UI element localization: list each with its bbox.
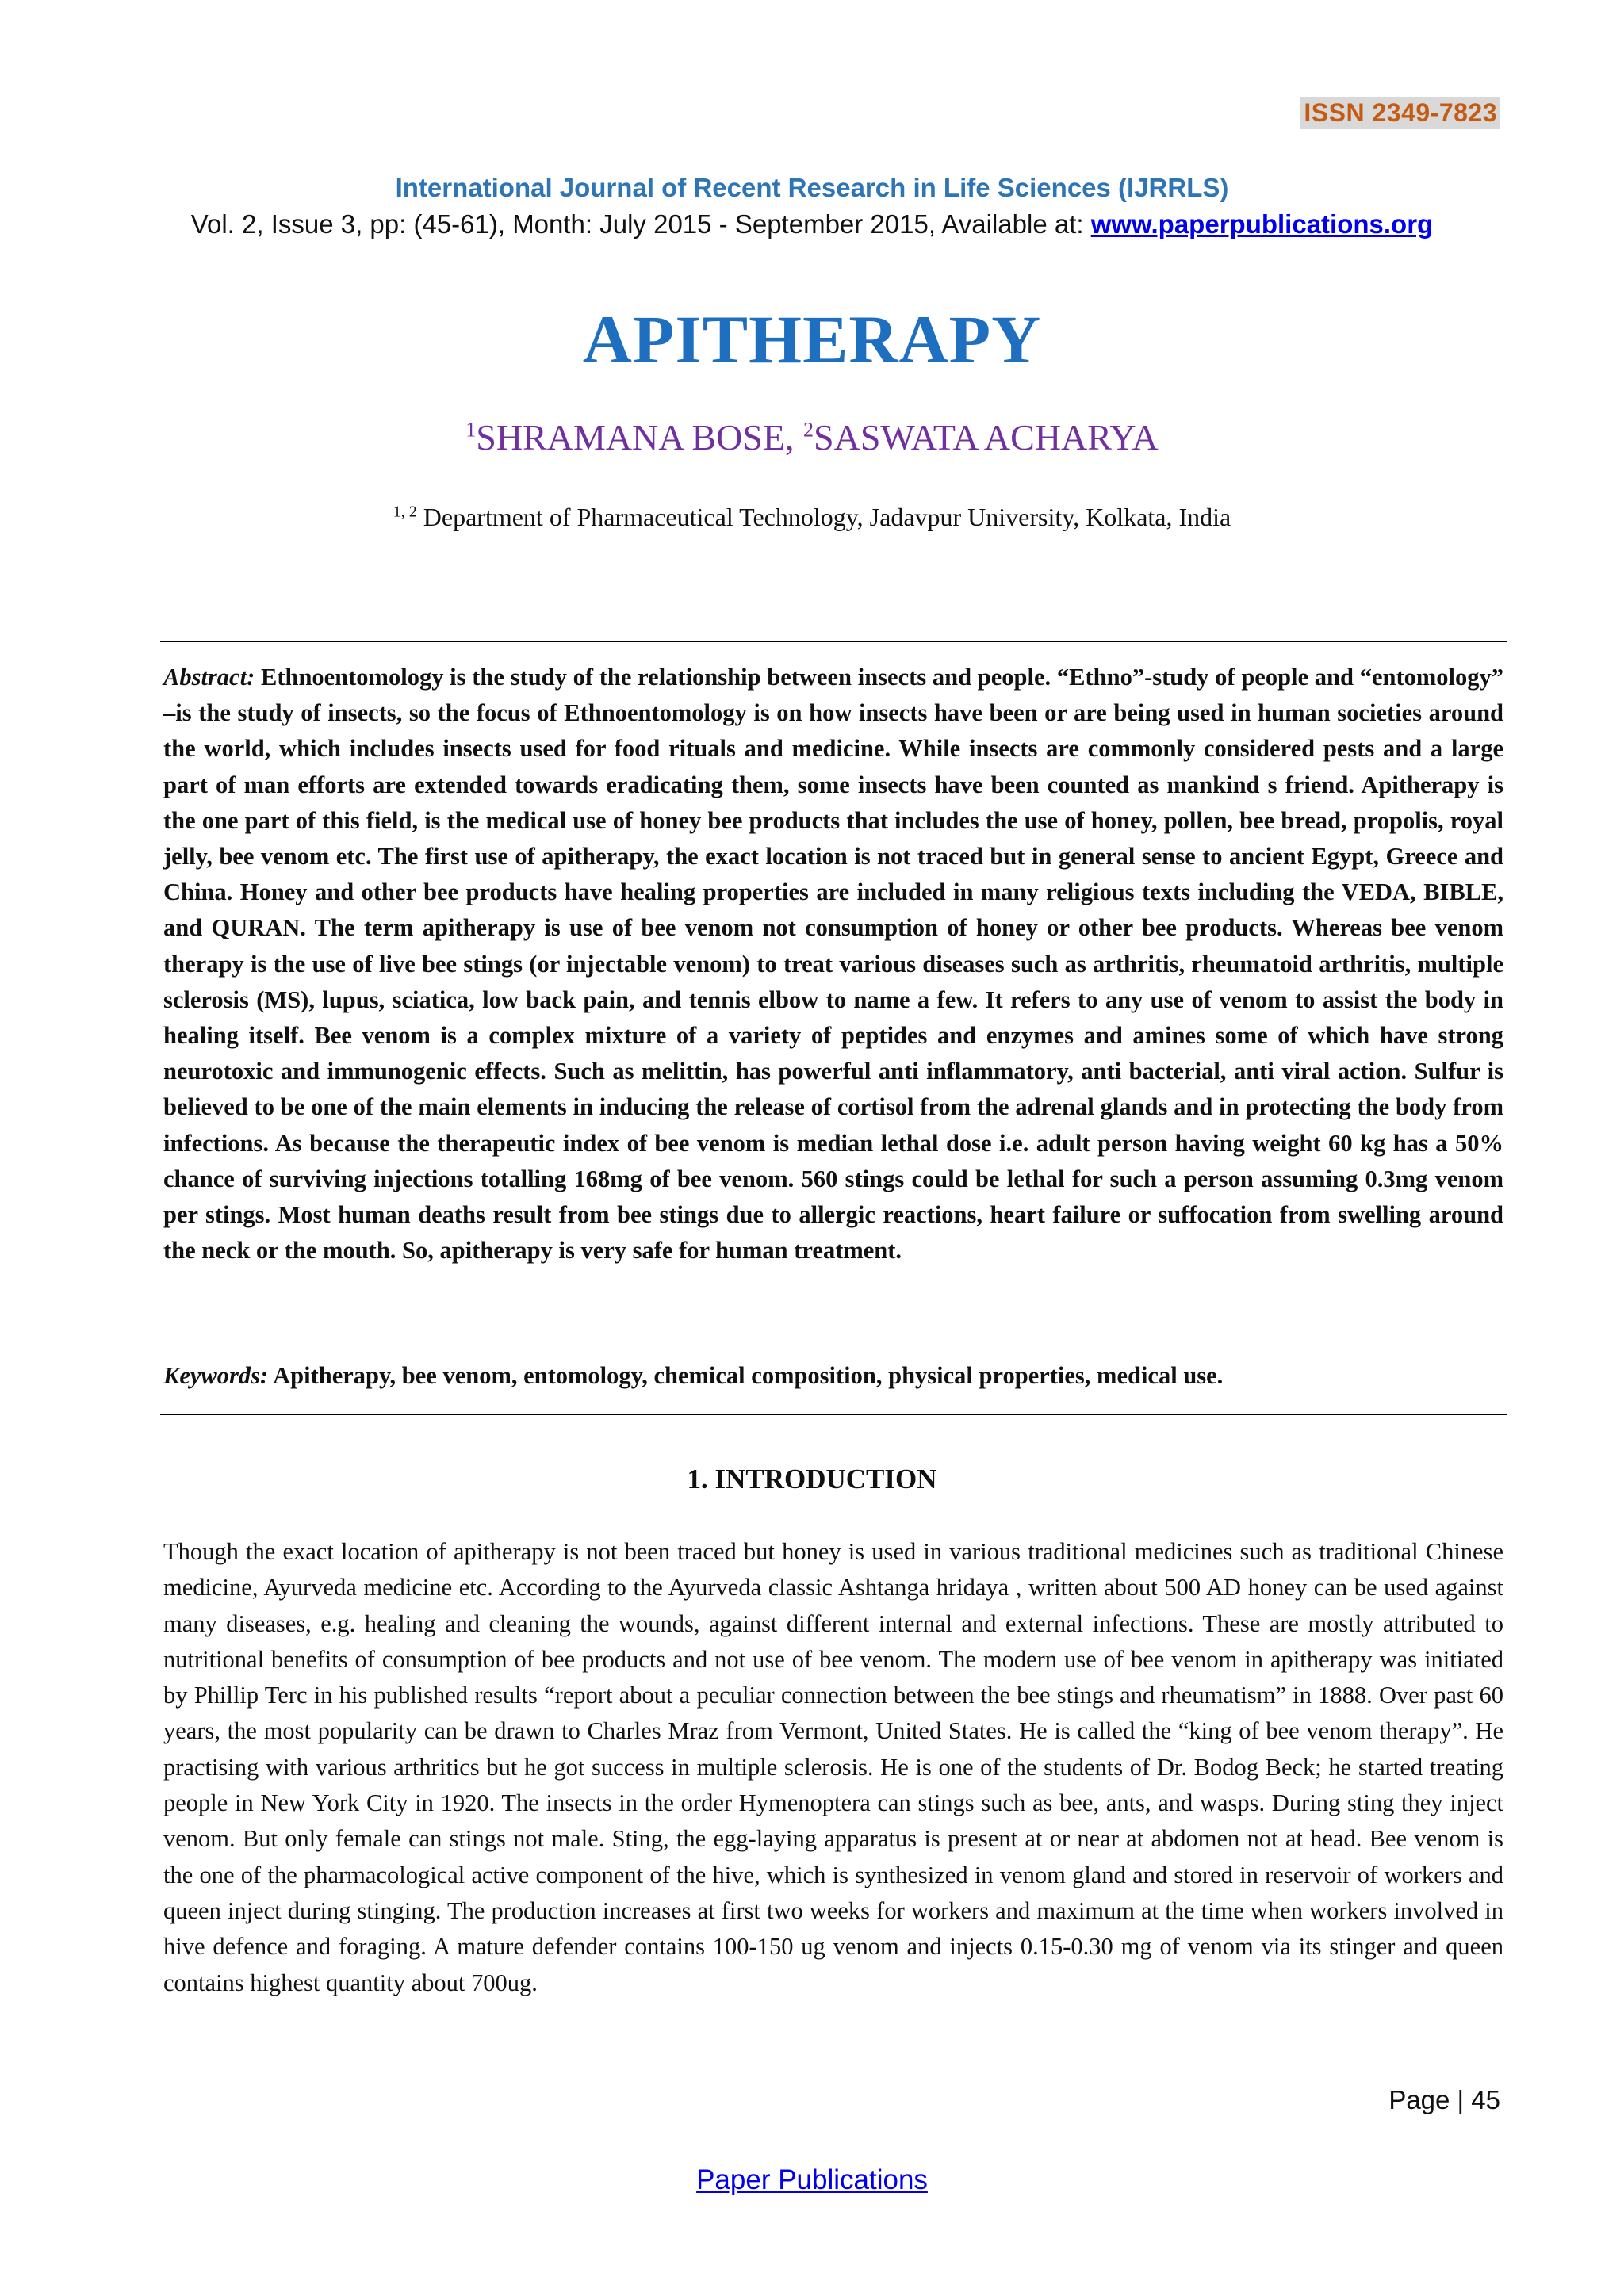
author2-superscript: 2: [803, 418, 814, 442]
author-list: [0, 416, 1624, 458]
issue-text: Vol. 2, Issue 3, pp: (45-61), Month: July 2015 - September 2015, Available at:: [190, 209, 1091, 239]
abstract-label: Abstract:: [163, 664, 255, 691]
affiliation-superscript: 1, 2: [393, 503, 417, 521]
abstract-text: Ethnoentomology is the study of the relationship between insects and people. “Ethno”-study of people and “entomology” –is the study of insects, so the focus of Ethnoentomology is on how insects have been or are being used in human societies around the world, which includes insects used for food rituals and medicine. While insects are commonly considered pests and a large part of man efforts are extended towards eradicating them, some insects have been counted as mankind s friend. Apitherapy is the one part of this field, is the medical use of honey bee products that includes the use of honey, pollen, bee bread, propolis, royal jelly, bee venom etc. The first use of apitherapy, the exact location is not traced but in general sense to ancient Egypt, Greece and China. Honey and other bee products have healing properties are included in many religious texts including the VEDA, BIBLE, and QURAN. The term apitherapy is use of bee venom not consumption of honey or other bee products. Whereas bee venom therapy is the use of live bee stings (or injectable venom) to treat various diseases such as arthritis, rheumatoid arthritis, multiple sclerosis (MS), lupus, sciatica, low back pain, and tennis elbow to name a few. It refers to any use of venom to assist the body in healing itself. Bee venom is a complex mixture of a variety of peptides and enzymes and amines some of which have strong neurotoxic and immunogenic effects. Such as melittin, has powerful anti inflammatory, anti bacterial, anti viral action. Sulfur is believed to be one of the main elements in inducing the release of cortisol from the adrenal glands and in protecting the body from infections. As because the therapeutic index of bee venom is median lethal dose i.e. adult person having weight 60 kg has a 50% chance of surviving injections totalling 168mg of bee venom. 560 stings could be lethal for such a person assuming 0.3mg venom per stings. Most human deaths result from bee stings due to allergic reactions, heart failure or suffocation from swelling around the neck or the mouth. So, apitherapy is very safe for human treatment.: [163, 664, 1503, 1265]
page-number: Page | 45: [1388, 2085, 1500, 2114]
author2-name: SASWATA ACHARYA: [814, 417, 1159, 457]
issn-badge: ISSN 2349-7823: [1300, 97, 1500, 129]
abstract: [163, 660, 1503, 1269]
paper-title: APITHERAPY: [582, 301, 1042, 377]
affiliation: [0, 503, 1624, 532]
keywords-text: Apitherapy, bee venom, entomology, chemical composition, physical properties, medical use.: [268, 1362, 1224, 1389]
introduction-paragraph: Though the exact location of apitherapy is not been traced but honey is used in various traditional medicines such as traditional Chinese medicine, Ayurveda medicine etc. According to the Ayurveda classic Ashtanga hridaya , written about 500 AD honey can be used against many diseases, e.g. healing and cleaning the wounds, against different internal and external infections. These are mostly attributed to nutritional benefits of consumption of bee products and not use of bee venom. The modern use of bee venom in apitherapy was initiated by Phillip Terc in his published results “report about a peculiar connection between the bee stings and rheumatism” in 1888. Over past 60 years, the most popularity can be drawn to Charles Mraz from Vermont, United States. He is called the “king of bee venom therapy”. He practising with various arthritics but he got success in multiple sclerosis. He is one of the students of Dr. Bodog Beck; he started treating people in New York City in 1920. The insects in the order Hymenoptera can stings such as bee, ants, and wasps. During sting they inject venom. But only female can stings not male. Sting, the egg-laying apparatus is present at or near at abdomen not at head. Bee venom is the one of the pharmacological active component of the hive, which is synthesized in venom gland and stored in reservoir of workers and queen inject during stinging. The production increases at first two weeks for workers and maximum at the time when workers involved in hive defence and foraging. A mature defender contains 100-150 ug venom and injects 0.15-0.30 mg of venom via its stinger and queen contains highest quantity about 700ug.: [163, 1538, 1503, 1996]
abstract-bottom-rule: [160, 1414, 1507, 1415]
journal-name: International Journal of Recent Research in Life Sciences (IJRRLS): [395, 173, 1229, 202]
author1-name: SHRAMANA BOSE,: [476, 417, 804, 457]
publisher-link[interactable]: Paper Publications: [696, 2164, 928, 2195]
affiliation-text: Department of Pharmaceutical Technology, Jadavpur University, Kolkata, India: [416, 503, 1231, 531]
website-link[interactable]: www.paperpublications.org: [1090, 209, 1434, 239]
journal-issue-line: [0, 209, 1624, 239]
keywords-label: Keywords:: [163, 1362, 269, 1389]
publisher-footer: [0, 2164, 1624, 2196]
author1-superscript: 1: [465, 418, 477, 442]
section-heading-introduction: 1. INTRODUCTION: [687, 1464, 937, 1494]
abstract-top-rule: [160, 641, 1507, 642]
keywords: [163, 1362, 1503, 1390]
